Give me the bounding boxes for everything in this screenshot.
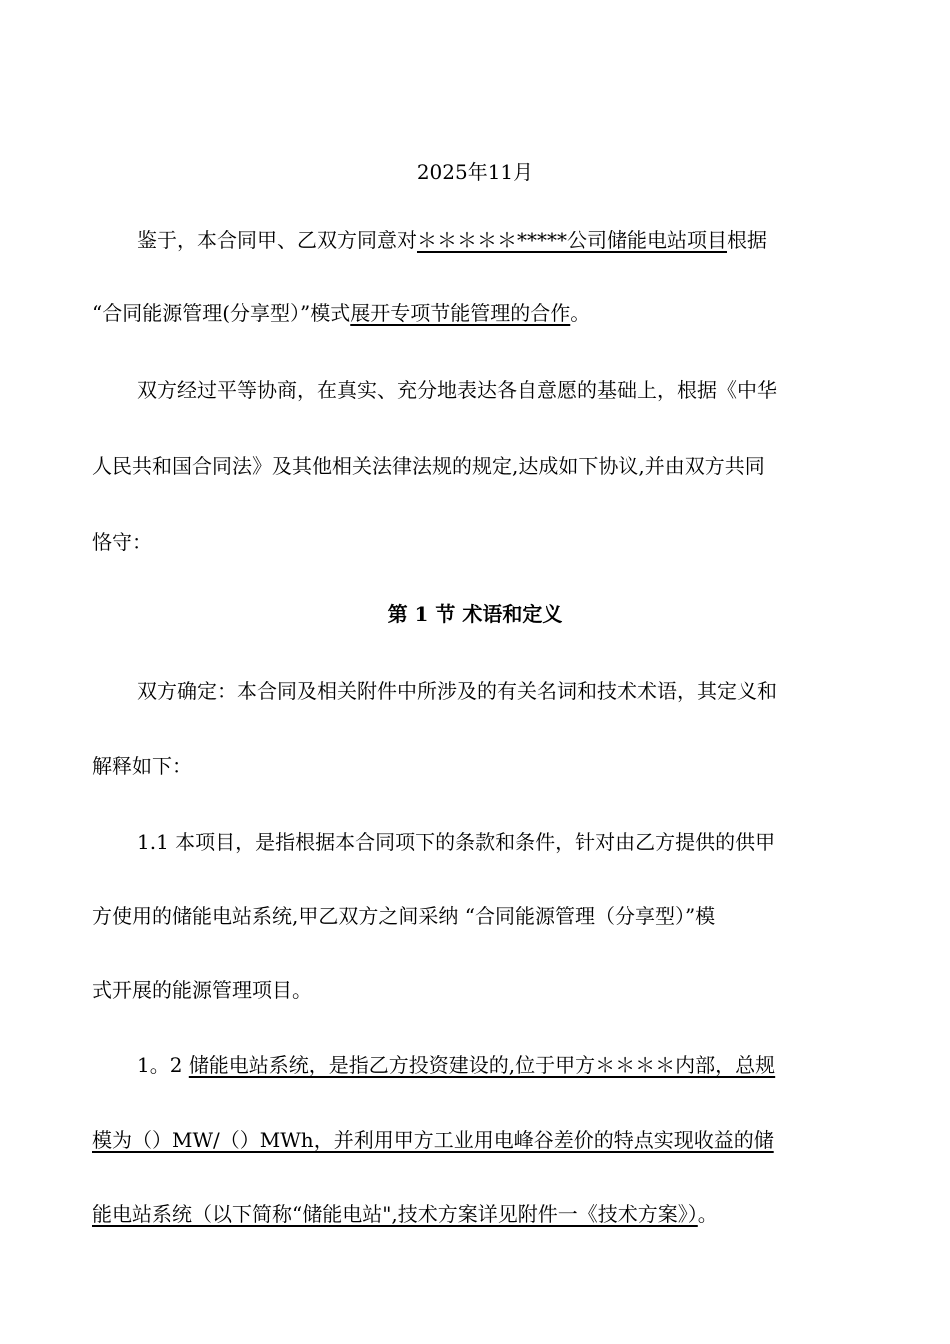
paragraph-3-line-2: 解释如下： [92,754,192,778]
project-name-underlined: ＊＊＊＊＊*****公司储能电站项目 [417,228,727,252]
paragraph-2-line-1: 双方经过平等协商，在真实、充分地表达各自意愿的基础上，根据《中华 [137,378,777,402]
item-1-1-line-3: 式开展的能源管理项目。 [92,978,312,1002]
item-1-2-underlined-text: 能电站系统（以下简称“储能电站",技术方案详见附件一《技术方案》） [92,1202,698,1226]
item-number: 1。2 [137,1053,189,1077]
document-date: 2025年11月 [416,160,534,184]
text: 鉴于，本合同甲、乙双方同意对 [137,228,417,252]
cooperation-underlined: 展开专项节能管理的合作 [350,301,571,325]
section-heading: 第 1 节 术语和定义 [387,602,563,626]
item-1-2-line-3 [92,1200,718,1228]
item-1-2-underlined-text: 储能电站系统，是指乙方投资建设的,位于甲方＊＊＊＊内部，总规 [188,1053,776,1077]
paragraph-1-line-2 [92,299,590,327]
text: 。 [697,1202,718,1226]
paragraph-1-line-1 [137,226,767,254]
item-1-2-line-2 [92,1126,774,1154]
paragraph-2-line-2: 人民共和国合同法》及其他相关法律法规的规定,达成如下协议,并由双方共同 [92,454,765,478]
item-1-2-underlined-text: 模为（）MW/（）MWh，并利用甲方工业用电峰谷差价的特点实现收益的储 [92,1128,774,1152]
item-1-2-line-1 [137,1051,775,1079]
paragraph-2-line-3: 恪守： [92,530,152,554]
item-1-1-line-2: 方使用的储能电站系统,甲乙双方之间采纳 “合同能源管理（分享型）”模 [92,904,716,928]
text: “合同能源管理(分享型）”模式 [92,301,351,325]
text: 根据 [727,228,767,252]
text: 。 [570,301,591,325]
paragraph-3-line-1: 双方确定：本合同及相关附件中所涉及的有关名词和技术术语，其定义和 [137,679,777,703]
item-1-1-line-1: 1.1 本项目，是指根据本合同项下的条款和条件，针对由乙方提供的供甲 [137,830,776,854]
